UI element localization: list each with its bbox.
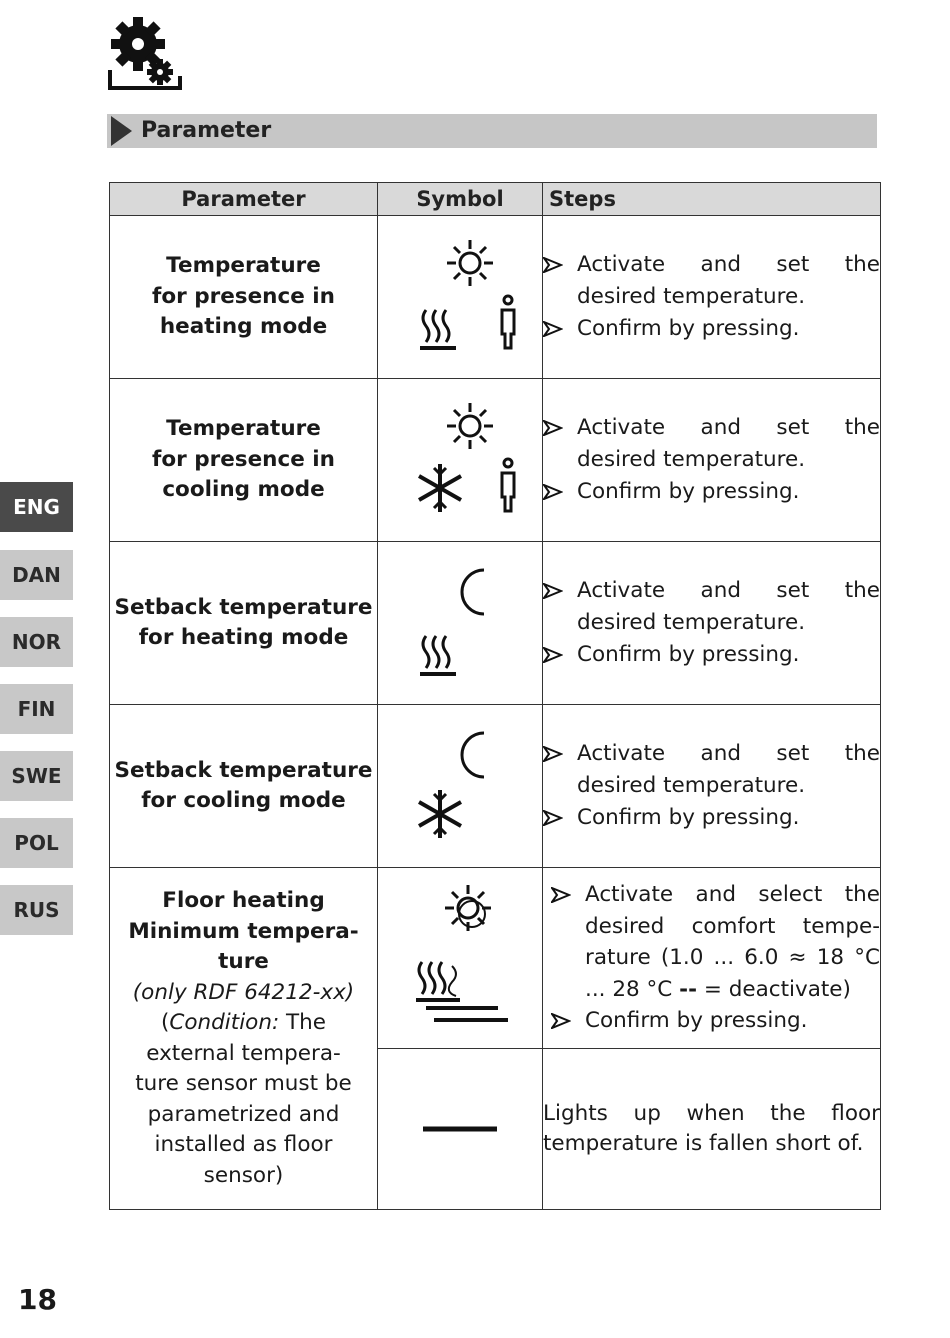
- parameter-line: Floor heating: [162, 888, 325, 913]
- symbol-cell: [378, 542, 543, 705]
- parameter-line: Setback temperature: [114, 594, 373, 620]
- steps-cell: [543, 868, 881, 1049]
- step-item: Confirm by pressing.: [543, 802, 880, 834]
- language-tab-swe[interactable]: SWE: [0, 751, 73, 801]
- snowflake-icon: [419, 790, 461, 838]
- snowflake-icon: [419, 464, 461, 512]
- language-tab-nor[interactable]: NOR: [0, 617, 73, 667]
- parameter-line: cooling mode: [162, 477, 325, 503]
- model-note: (only RDF 64212-xx): [132, 979, 355, 1005]
- symbol-cell: [378, 216, 543, 379]
- moon-icon: [462, 733, 484, 777]
- section-title: Parameter: [141, 118, 272, 143]
- arrowhead-icon: [543, 802, 571, 826]
- table-row: [110, 868, 881, 1049]
- step-item: Activate and select the desired comfort tempe- rature (1.0 ... 6.0 ≈ 18 °C ... 28 °C -- = deactivate): [551, 879, 880, 1005]
- step-item: Confirm by pressing.: [543, 639, 880, 671]
- column-header-symbol: Symbol: [378, 183, 543, 216]
- arrowhead-icon: [543, 575, 571, 599]
- column-header-parameter: Parameter: [110, 183, 378, 216]
- language-tab-eng[interactable]: ENG: [0, 482, 73, 532]
- parameter-line: for cooling mode: [141, 788, 346, 813]
- language-tab-pol[interactable]: POL: [0, 818, 73, 868]
- parameter-cell: [110, 542, 378, 705]
- symbol-cell: [378, 868, 543, 1049]
- page-number: 18: [18, 1283, 57, 1316]
- arrowhead-icon: [543, 412, 571, 436]
- parameter-cell: [110, 216, 378, 379]
- parameter-line: Temperature: [166, 253, 321, 279]
- arrowhead-icon: [551, 879, 579, 903]
- info-cell: Lights up when the floor temperature is fallen short of.: [543, 1049, 881, 1210]
- arrowhead-icon: [543, 313, 571, 337]
- symbol-cell: [378, 705, 543, 868]
- symbol-cell: [378, 1049, 543, 1210]
- parameter-line: for presence in: [152, 446, 335, 472]
- heating-icon: [420, 310, 456, 348]
- sun-circle-icon: [445, 885, 491, 931]
- step-item: Activate and set the desired temperature.: [543, 249, 880, 313]
- parameter-line: Setback temperature: [114, 757, 373, 783]
- parameter-line: heating mode: [159, 314, 328, 340]
- parameter-line: for presence in: [152, 283, 335, 309]
- language-tab-fin[interactable]: FIN: [0, 684, 73, 734]
- steps-cell: [543, 216, 881, 379]
- person-icon: [502, 296, 514, 348]
- table-row: [110, 542, 881, 705]
- settings-gear-icon: [106, 14, 184, 92]
- steps-cell: [543, 379, 881, 542]
- arrowhead-icon: [543, 639, 571, 663]
- parameter-line: Minimum tempera-: [128, 918, 359, 944]
- step-item: Confirm by pressing.: [551, 1005, 880, 1037]
- table-header-row: [110, 183, 881, 216]
- table-row: [110, 216, 881, 379]
- symbol-cell: [378, 379, 543, 542]
- parameter-cell: [110, 379, 378, 542]
- arrowhead-icon: [543, 249, 571, 273]
- step-item: Activate and set the desired temperature.: [543, 412, 880, 476]
- step-item: Activate and set the desired temperature.: [543, 738, 880, 802]
- floor-heating-icon: [416, 962, 498, 1008]
- sun-icon: [447, 403, 493, 449]
- triangle-right-icon: [111, 116, 132, 146]
- dash-symbol: --: [679, 976, 697, 1002]
- steps-cell: [543, 542, 881, 705]
- moon-icon: [462, 570, 484, 614]
- steps-cell: [543, 705, 881, 868]
- arrowhead-icon: [543, 738, 571, 762]
- parameter-line: Temperature: [166, 416, 321, 442]
- heating-icon: [420, 636, 456, 674]
- arrowhead-icon: [543, 476, 571, 500]
- person-icon: [502, 459, 514, 511]
- column-header-steps: Steps: [543, 183, 881, 216]
- parameter-cell-floor: [110, 868, 378, 1210]
- language-tab-dan[interactable]: DAN: [0, 550, 73, 600]
- step-item: Confirm by pressing.: [543, 476, 880, 508]
- parameter-line: for heating mode: [138, 625, 349, 650]
- table-row: [110, 705, 881, 868]
- condition-note: (Condition: The external tempera- ture sensor must be parametrized and installed as floor sensor): [135, 1010, 352, 1188]
- parameter-cell: [110, 705, 378, 868]
- arrowhead-icon: [551, 1005, 579, 1029]
- table-row: [110, 379, 881, 542]
- language-tab-rus[interactable]: RUS: [0, 885, 73, 935]
- step-item: Activate and set the desired temperature.: [543, 575, 880, 639]
- section-header: [107, 114, 877, 148]
- step-item: Confirm by pressing.: [543, 313, 880, 345]
- parameter-line: ture: [218, 949, 269, 974]
- parameter-table: [109, 182, 881, 1210]
- sun-icon: [447, 240, 493, 286]
